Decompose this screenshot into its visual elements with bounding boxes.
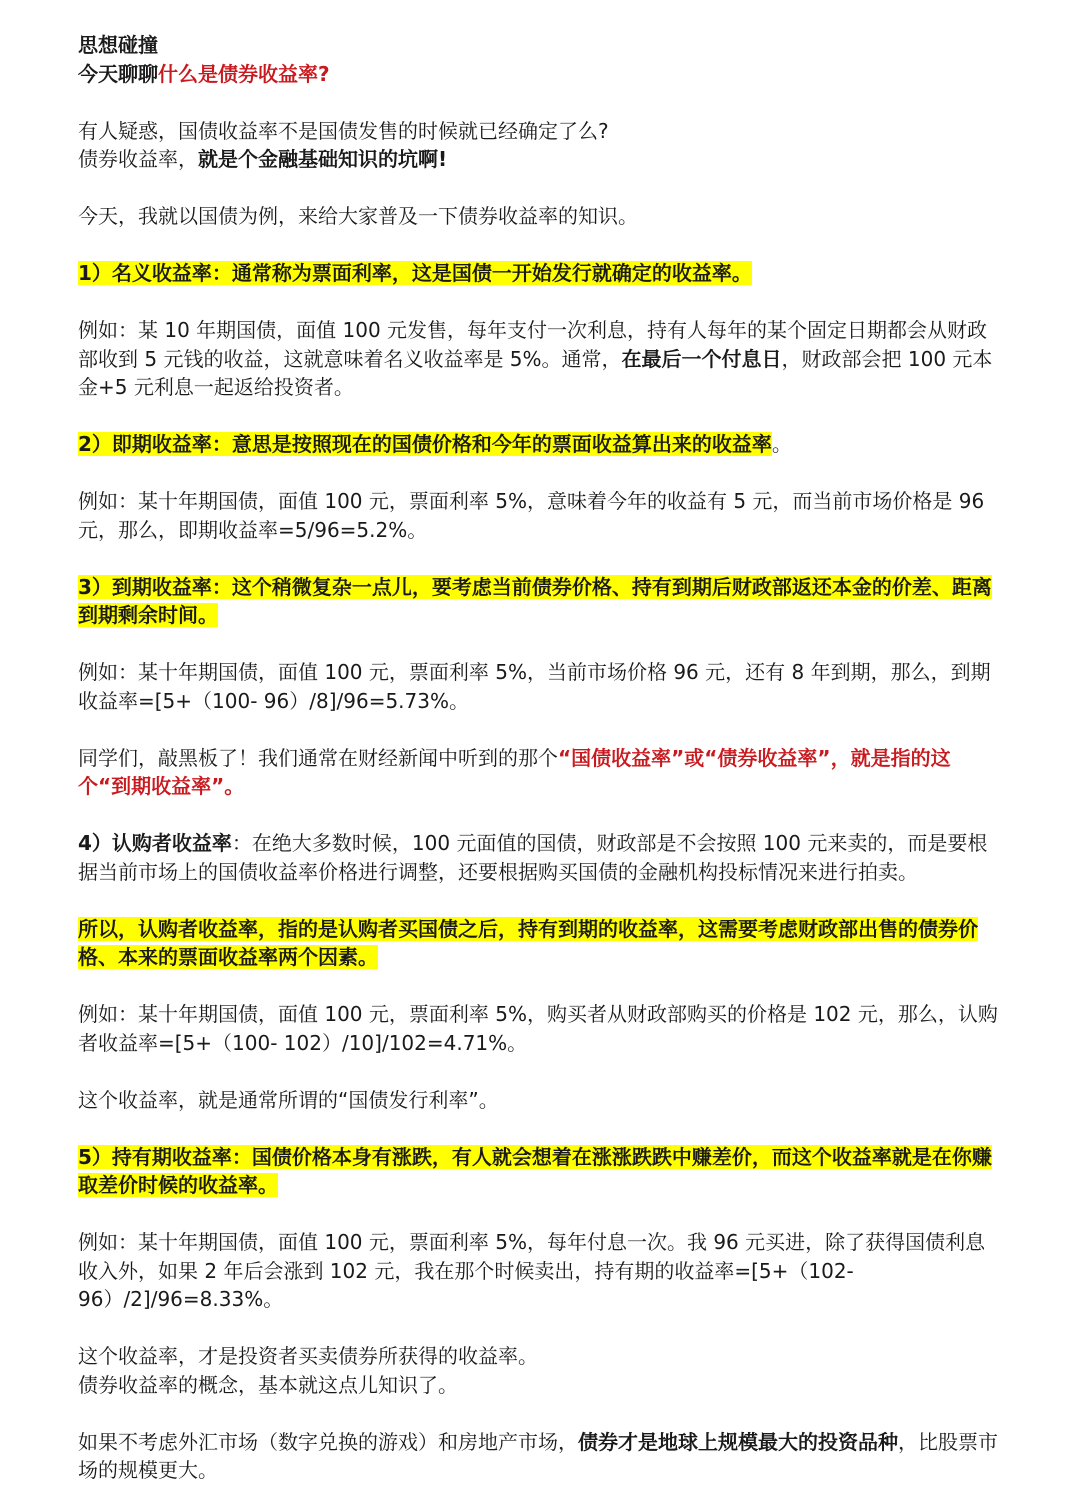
closing-line-2: 债券收益率的概念，基本就这点儿知识了。 xyxy=(78,1372,458,1397)
section-1-heading xyxy=(78,259,1000,288)
section-5-heading-text: 5）持有期收益率：国债价格本身有涨跌，有人就会想着在涨涨跌跌中赚差价，而这个收益率就是在你赚取差价时候的收益率。 xyxy=(78,1144,992,1197)
subtitle-prefix: 今天聊聊 xyxy=(78,61,158,86)
section-4-text: ：在绝大多数时候，100 元面值的国债，财政部是不会按照 100 元来卖的，而是要根据当前市场上的国债收益率价格进行调整，还要根据购买国债的金融机构投标情况来进行拍卖。 xyxy=(78,831,988,884)
section-1-example-bold: 在最后一个付息日 xyxy=(621,346,782,371)
section-2-heading-text: 2）即期收益率：意思是按照现在的国债价格和今年的票面收益算出来的收益率 xyxy=(78,432,772,456)
section-1-example-a: 例如：某 10 年期国债，面值 100 元发售，每年支付一次利息，持有人每年的某个固定日期都会从财政部收到 5 元钱的收益，这就意味着名义收益率是 5%。通常， xyxy=(78,318,988,371)
page-subtitle xyxy=(78,60,1000,89)
section-3-example: 例如：某十年期国债，面值 100 元，票面利率 5%，当前市场价格 96 元，还有 8 年到期，那么，到期收益率=[5+（100- 96）/8]/96=5.73%。 xyxy=(78,660,991,713)
closing-line-3-suffix: ，比股票市场的规模更大。 xyxy=(78,1429,998,1482)
section-2-heading xyxy=(78,430,1000,459)
section-4-example: 例如：某十年期国债，面值 100 元，票面利率 5%，购买者从财政部购买的价格是 102 元，那么，认购者收益率=[5+（100- 102）/10]/102=4.71%。 xyxy=(78,1002,998,1055)
section-2-heading-tail: 。 xyxy=(771,432,792,456)
section-2-example: 例如：某十年期国债，面值 100 元，票面利率 5%，意味着今年的收益有 5 元，而当前市场价格是 96 元，那么，即期收益率=5/96=5.2%。 xyxy=(78,489,985,542)
key-note xyxy=(78,744,1000,801)
key-note-red: “国债收益率”或“债券收益率”，就是指的这个“到期收益率”。 xyxy=(78,745,951,798)
closing-line-3-prefix: 如果不考虑外汇市场（数字兑换的游戏）和房地产市场， xyxy=(78,1429,578,1454)
closing-line-1: 这个收益率，才是投资者买卖债券所获得的收益率。 xyxy=(78,1344,538,1368)
section-5-heading xyxy=(78,1143,1000,1200)
intro-line-1: 有人疑惑，国债收益率不是国债发售的时候就已经确定了么? xyxy=(78,118,609,143)
section-4-summary-text: 所以，认购者收益率，指的是认购者买国债之后，持有到期的收益率，这需要考虑财政部出售的债券价格、本来的票面收益率两个因素。 xyxy=(78,916,978,969)
section-4-paragraph xyxy=(78,829,1000,886)
section-3-heading-text: 3）到期收益率：这个稍微复杂一点儿，要考虑当前债券价格、持有到期后财政部返还本金的价差、距离到期剩余时间。 xyxy=(78,574,992,627)
intro-line-2 xyxy=(78,145,1000,174)
intro-line-2-prefix: 债券收益率， xyxy=(78,147,198,171)
intro-line-2-bold: 就是个金融基础知识的坑啊! xyxy=(198,147,448,171)
section-1-example-b: ，财政部会把 100 元本金+5 元利息一起返给投资者。 xyxy=(78,346,993,399)
key-note-prefix: 同学们，敲黑板了！我们通常在财经新闻中听到的那个 xyxy=(78,745,558,770)
section-1-heading-text: 1）名义收益率：通常称为票面利率，这是国债一开始发行就确定的收益率。 xyxy=(78,261,752,285)
subtitle-highlight: 什么是债券收益率? xyxy=(158,61,330,86)
section-5-example: 例如：某十年期国债，面值 100 元，票面利率 5%，每年付息一次。我 96 元买进，除了获得国债利息收入外，如果 2 年后会涨到 102 元，我在那个时候卖出，持有期的收益率=[5+（102- 96）/2]/96=8.33%。 xyxy=(78,1230,986,1311)
section-4-summary xyxy=(78,915,1000,972)
section-1-example xyxy=(78,316,1000,402)
section-4-footnote: 这个收益率，就是通常所谓的“国债发行利率”。 xyxy=(78,1087,499,1112)
closing-line-3-bold: 债券才是地球上规模最大的投资品种 xyxy=(578,1429,898,1454)
section-3-heading xyxy=(78,573,1000,630)
section-4-heading: 4）认购者收益率 xyxy=(78,831,232,855)
page-title: 思想碰撞 xyxy=(78,33,158,57)
closing-line-3 xyxy=(78,1428,1000,1485)
intro-line-3: 今天，我就以国债为例，来给大家普及一下债券收益率的知识。 xyxy=(78,204,638,228)
